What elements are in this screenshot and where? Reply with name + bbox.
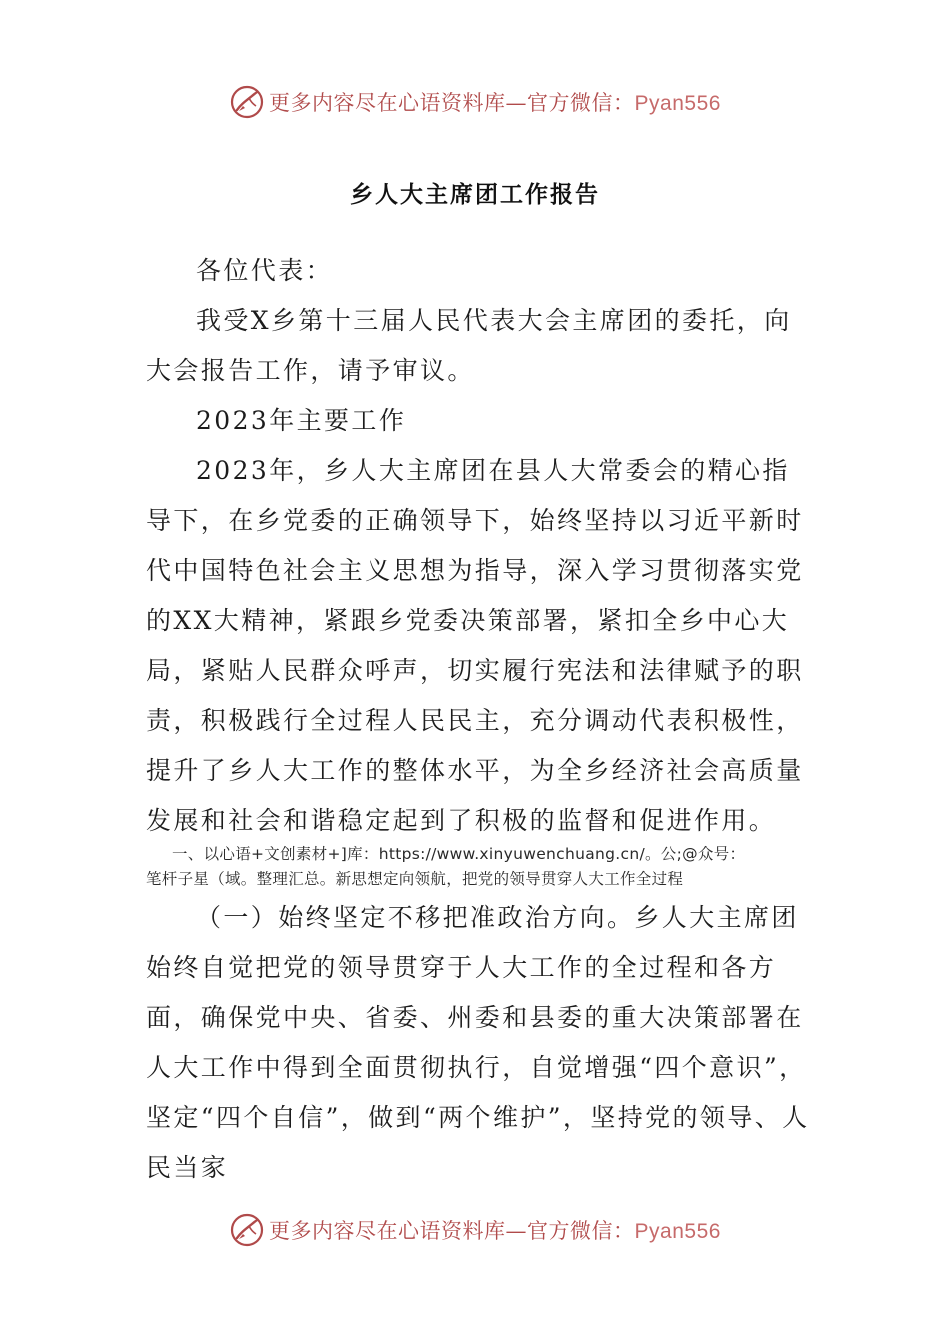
paragraph-2023: 2023年，乡人大主席团在县人大常委会的精心指导下，在乡党委的正确领导下，始终坚持以习近平新时代中国特色社会主义思想为指导，深入学习贯彻落实党的XX大精神，紧跟乡党委决策部署，紧扣全乡中心大局，紧贴人民群众呼声，切实履行宪法和法律赋予的职责，积极践行全过程人民民主，充分调动代表积极性，提升了乡人大工作的整体水平，为全乡经济社会高质量发展和社会和谐稳定起到了积极的监督和促进作用。 [146,456,804,835]
paragraph-intro: 我受X乡第十三届人民代表大会主席团的委托，向大会报告工作，请予审议。 [146,306,792,385]
watermark-header [0,80,950,124]
salutation: 各位代表： [196,256,334,285]
watermark-site-text: 更多内容尽在心语资料库 [269,91,506,115]
watermark-dash: — [505,91,528,115]
watermark-dash: — [505,1219,528,1243]
watermark-wechat-handle: Pyan556 [634,1220,721,1243]
watermark-text [269,87,721,117]
note-line-2: 笔杆子星（域。整理汇总。新思想定向领航，把党的领导贯穿人大工作全过程 [146,870,684,888]
paragraph-section-1: （一）始终坚定不移把准政治方向。乡人大主席团始终自觉把党的领导贯穿于人大工作的全过程和各方面，确保党中央、省委、州委和县委的重大决策部署在人大工作中得到全面贯彻执行，自觉增强“四个意识”，坚定“四个自信”，做到“两个维护”，坚持党的领导、人民当家 [146,903,810,1182]
watermark-wechat-label: 官方微信： [527,91,635,115]
document-body-upper [146,246,810,846]
note-line-1: 一、以心语+文创素材+]库：https://www.xinyuwenchuang.cn/。公;@众号： [172,845,746,863]
watermark-footer [0,1208,950,1252]
watermark-text [269,1215,721,1245]
document-body-lower [146,893,810,1193]
pen-logo-icon [229,1212,265,1248]
heading-2023: 2023年主要工作 [196,406,407,435]
watermark-site-text: 更多内容尽在心语资料库 [269,1219,506,1243]
embedded-note [146,842,816,892]
document-title: 乡人大主席团工作报告 [350,182,600,208]
watermark-wechat-label: 官方微信： [527,1219,635,1243]
pen-logo-icon [229,84,265,120]
watermark-wechat-handle: Pyan556 [634,92,721,115]
